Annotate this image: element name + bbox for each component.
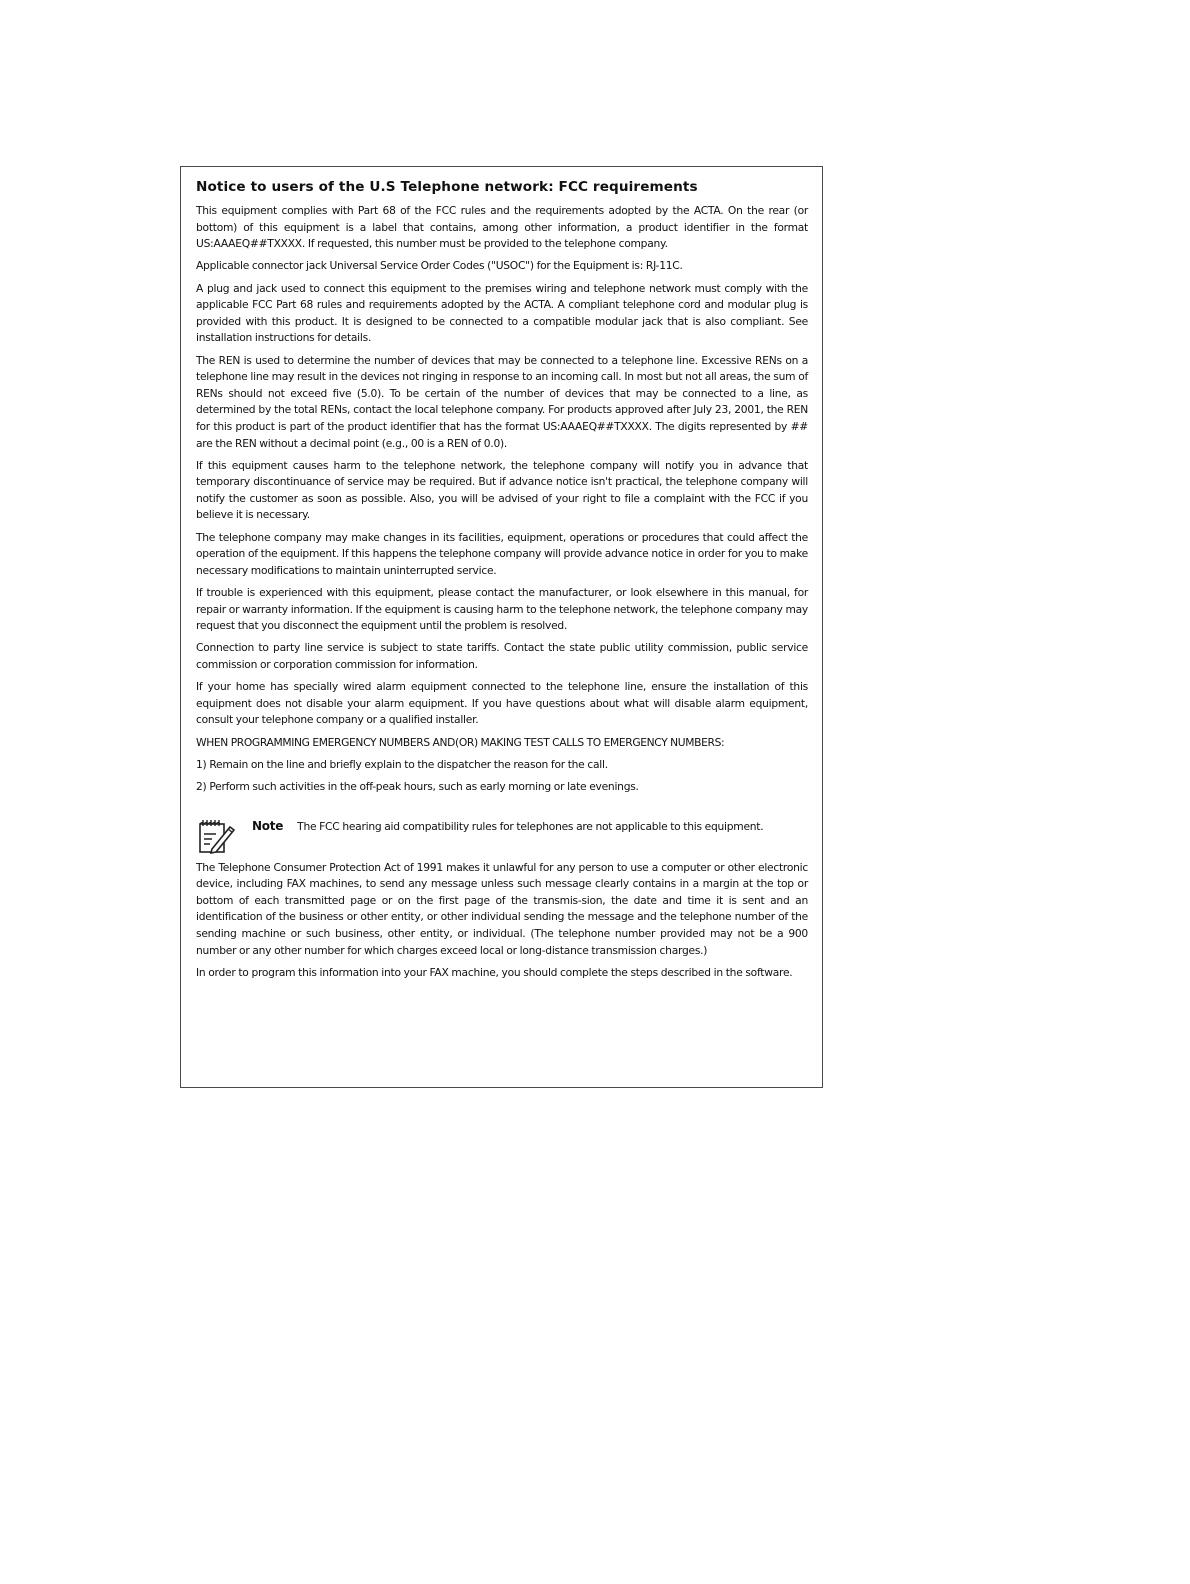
paragraph-plug-jack: A plug and jack used to connect this equipment to the premises wiring and telephone network must comply with the applicable FCC Part 68 rules and requirements adopted by the ACTA. A compliant telephone cord and modular plug is provided with this product. It is designed to be connected to a compatible modular jack that is also compliant. See installation instructions for details.	[196, 281, 808, 345]
paragraph-ren: The REN is used to determine the number of devices that may be connected to a telephone line. Excessive RENs on a telephone line may result in the devices not ringing in response to an incoming call. In most but not all areas, the sum of RENs should not exceed five (5.0). To be certain of the number of devices that may be connected to a line, as determined by the total RENs, contact the local telephone company. For products approved after July 23, 2001, the REN for this product is part of the product identifier that has the format US:AAAEQ##TXXXX. The digits represented by ## are the REN without a decimal point (e.g., 00 is a REN of 0.0).	[196, 353, 808, 450]
paragraph-company-changes: The telephone company may make changes in its facilities, equipment, operations or procedures that could affect the operation of the equipment. If this happens the telephone company will provide advance notice in order for you to make necessary modifications to maintain uninterrupted service.	[196, 530, 808, 577]
paragraph-fax-program: In order to program this information into your FAX machine, you should complete the steps described in the software.	[196, 965, 793, 979]
fcc-notice-box	[180, 166, 823, 1088]
notice-title: Notice to users of the U.S Telephone network: FCC requirements	[196, 179, 698, 195]
paragraph-part-68: This equipment complies with Part 68 of the FCC rules and the requirements adopted by the ACTA. On the rear (or bottom) of this equipment is a label that contains, among other information, a product identifier in the format US:AAAEQ##TXXXX. If requested, this number must be provided to the telephone company.	[196, 204, 808, 251]
paragraph-usoc: Applicable connector jack Universal Service Order Codes ("USOC") for the Equipment is: RJ-11C.	[196, 259, 683, 273]
list-item-remain-on-line: 1) Remain on the line and briefly explain to the dispatcher the reason for the call.	[196, 757, 608, 771]
paragraph-emergency-heading: WHEN PROGRAMMING EMERGENCY NUMBERS AND(OR) MAKING TEST CALLS TO EMERGENCY NUMBERS:	[196, 735, 725, 749]
list-item-off-peak: 2) Perform such activities in the off-peak hours, such as early morning or late evenings.	[196, 779, 639, 793]
note-text: The FCC hearing aid compatibility rules for telephones are not applicable to this equipment.	[297, 819, 764, 833]
note-block	[196, 818, 808, 854]
paragraph-tcpa: The Telephone Consumer Protection Act of 1991 makes it unlawful for any person to use a computer or other electronic device, including FAX machines, to send any message unless such message clearly contains in a margin at the top or bottom of each transmitted page or on the first page of the transmis-sion, the date and time it is sent and an identification of the business or other entity, or other individual sending the message and the telephone number of the sending machine or such business, other entity, or individual. (The telephone number provided may not be a 900 number or any other number for which charges exceed local or long-distance transmission charges.)	[196, 860, 808, 957]
paragraph-network-harm: If this equipment causes harm to the telephone network, the telephone company will notify you in advance that temporary discontinuance of service may be required. But if advance notice isn't practical, the telephone company will notify the customer as soon as possible. Also, you will be advised of your right to file a complaint with the FCC if you believe it is necessary.	[196, 458, 808, 522]
paragraph-alarm: If your home has specially wired alarm equipment connected to the telephone line, ensure the installation of this equipment does not disable your alarm equipment. If you have questions about what will disable alarm equipment, consult your telephone company or a qualified installer.	[196, 680, 808, 727]
note-label: Note	[252, 818, 284, 833]
paragraph-trouble: If trouble is experienced with this equipment, please contact the manufacturer, or look elsewhere in this manual, for repair or warranty information. If the equipment is causing harm to the telephone network, the telephone company may request that you disconnect the equipment until the problem is resolved.	[196, 586, 808, 633]
note-pad-icon	[197, 818, 237, 856]
paragraph-party-line: Connection to party line service is subject to state tariffs. Contact the state public utility commission, public service commission or corporation commission for information.	[196, 641, 808, 671]
